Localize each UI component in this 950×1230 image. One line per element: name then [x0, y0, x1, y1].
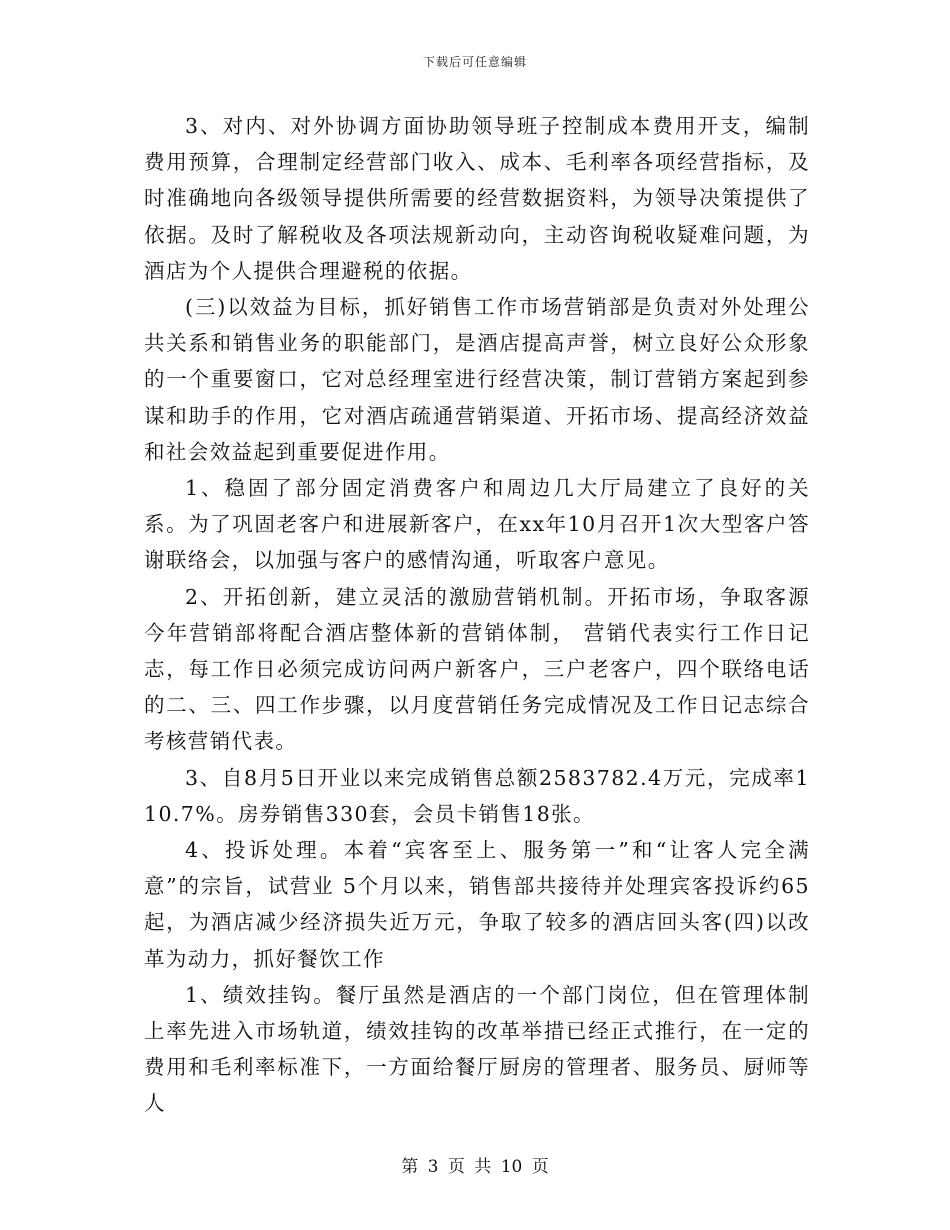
paragraph-sales-section: (三)以效益为目标，抓好销售工作市场营销部是负责对外处理公共关系和销售业务的职能部门，是酒店提高声誉，树立良好公众形象的一个重要窗口，它对总经理室进行经营决策，制订营销方案起到参谋和助手的作用，它对酒店疏通营销渠道、开拓市场、提高经济效益和社会效益起到重要促进作用。 — [144, 295, 810, 464]
paragraph-incentive-mechanism: 2、开拓创新，建立灵活的激励营销机制。开拓市场，争取客源今年营销部将配合酒店整体新的营销体制， 营销代表实行工作日记志，每工作日必须完成访问两户新客户，三户老客户，四个联络电话的二、三、四工作步骤，以月度营销任务完成情况及工作日记志综合考核营销代表。 — [144, 584, 810, 754]
page-number: 第 3 页 共 10 页 — [401, 1157, 549, 1177]
paragraph-customer-relations: 1、稳固了部分固定消费客户和周边几大厅局建立了良好的关系。为了巩固老客户和进展新客户，在xx年10月召开1次大型客户答谢联络会，以加强与客户的感情沟通，听取客户意见。 — [144, 476, 810, 573]
paragraph-performance: 1、绩效挂钩。餐厅虽然是酒店的一个部门岗位，但在管理体制上率先进入市场轨道，绩效挂钩的改革举措已经正式推行，在一定的费用和毛利率标准下，一方面给餐厅厨房的管理者、服务员、厨师等人 — [144, 982, 810, 1116]
paragraph-sales-figures: 3、自8月5日开业以来完成销售总额2583782.4万元，完成率110.7%。房券销售330套，会员卡销售18张。 — [144, 765, 810, 826]
page-header: 下载后可任意编辑 — [422, 55, 527, 69]
document-body — [144, 108, 810, 1122]
paragraph-complaints: 4、投诉处理。本着“宾客至上、服务第一”和“让客人完全满意”的宗旨，试营业 5个月以来，销售部共接待并处理宾客投诉约65起，为酒店减少经济损失近万元，争取了较多的酒店回头客(四)以改革为动力，抓好餐饮工作 — [144, 838, 810, 971]
paragraph-cost-control: 3、对内、对外协调方面协助领导班子控制成本费用开支，编制费用预算，合理制定经营部门收入、成本、毛利率各项经营指标，及时准确地向各级领导提供所需要的经营数据资料，为领导决策提供了依据。及时了解税收及各项法规新动向，主动咨询税收疑难问题，为酒店为个人提供合理避税的依据。 — [144, 114, 810, 283]
